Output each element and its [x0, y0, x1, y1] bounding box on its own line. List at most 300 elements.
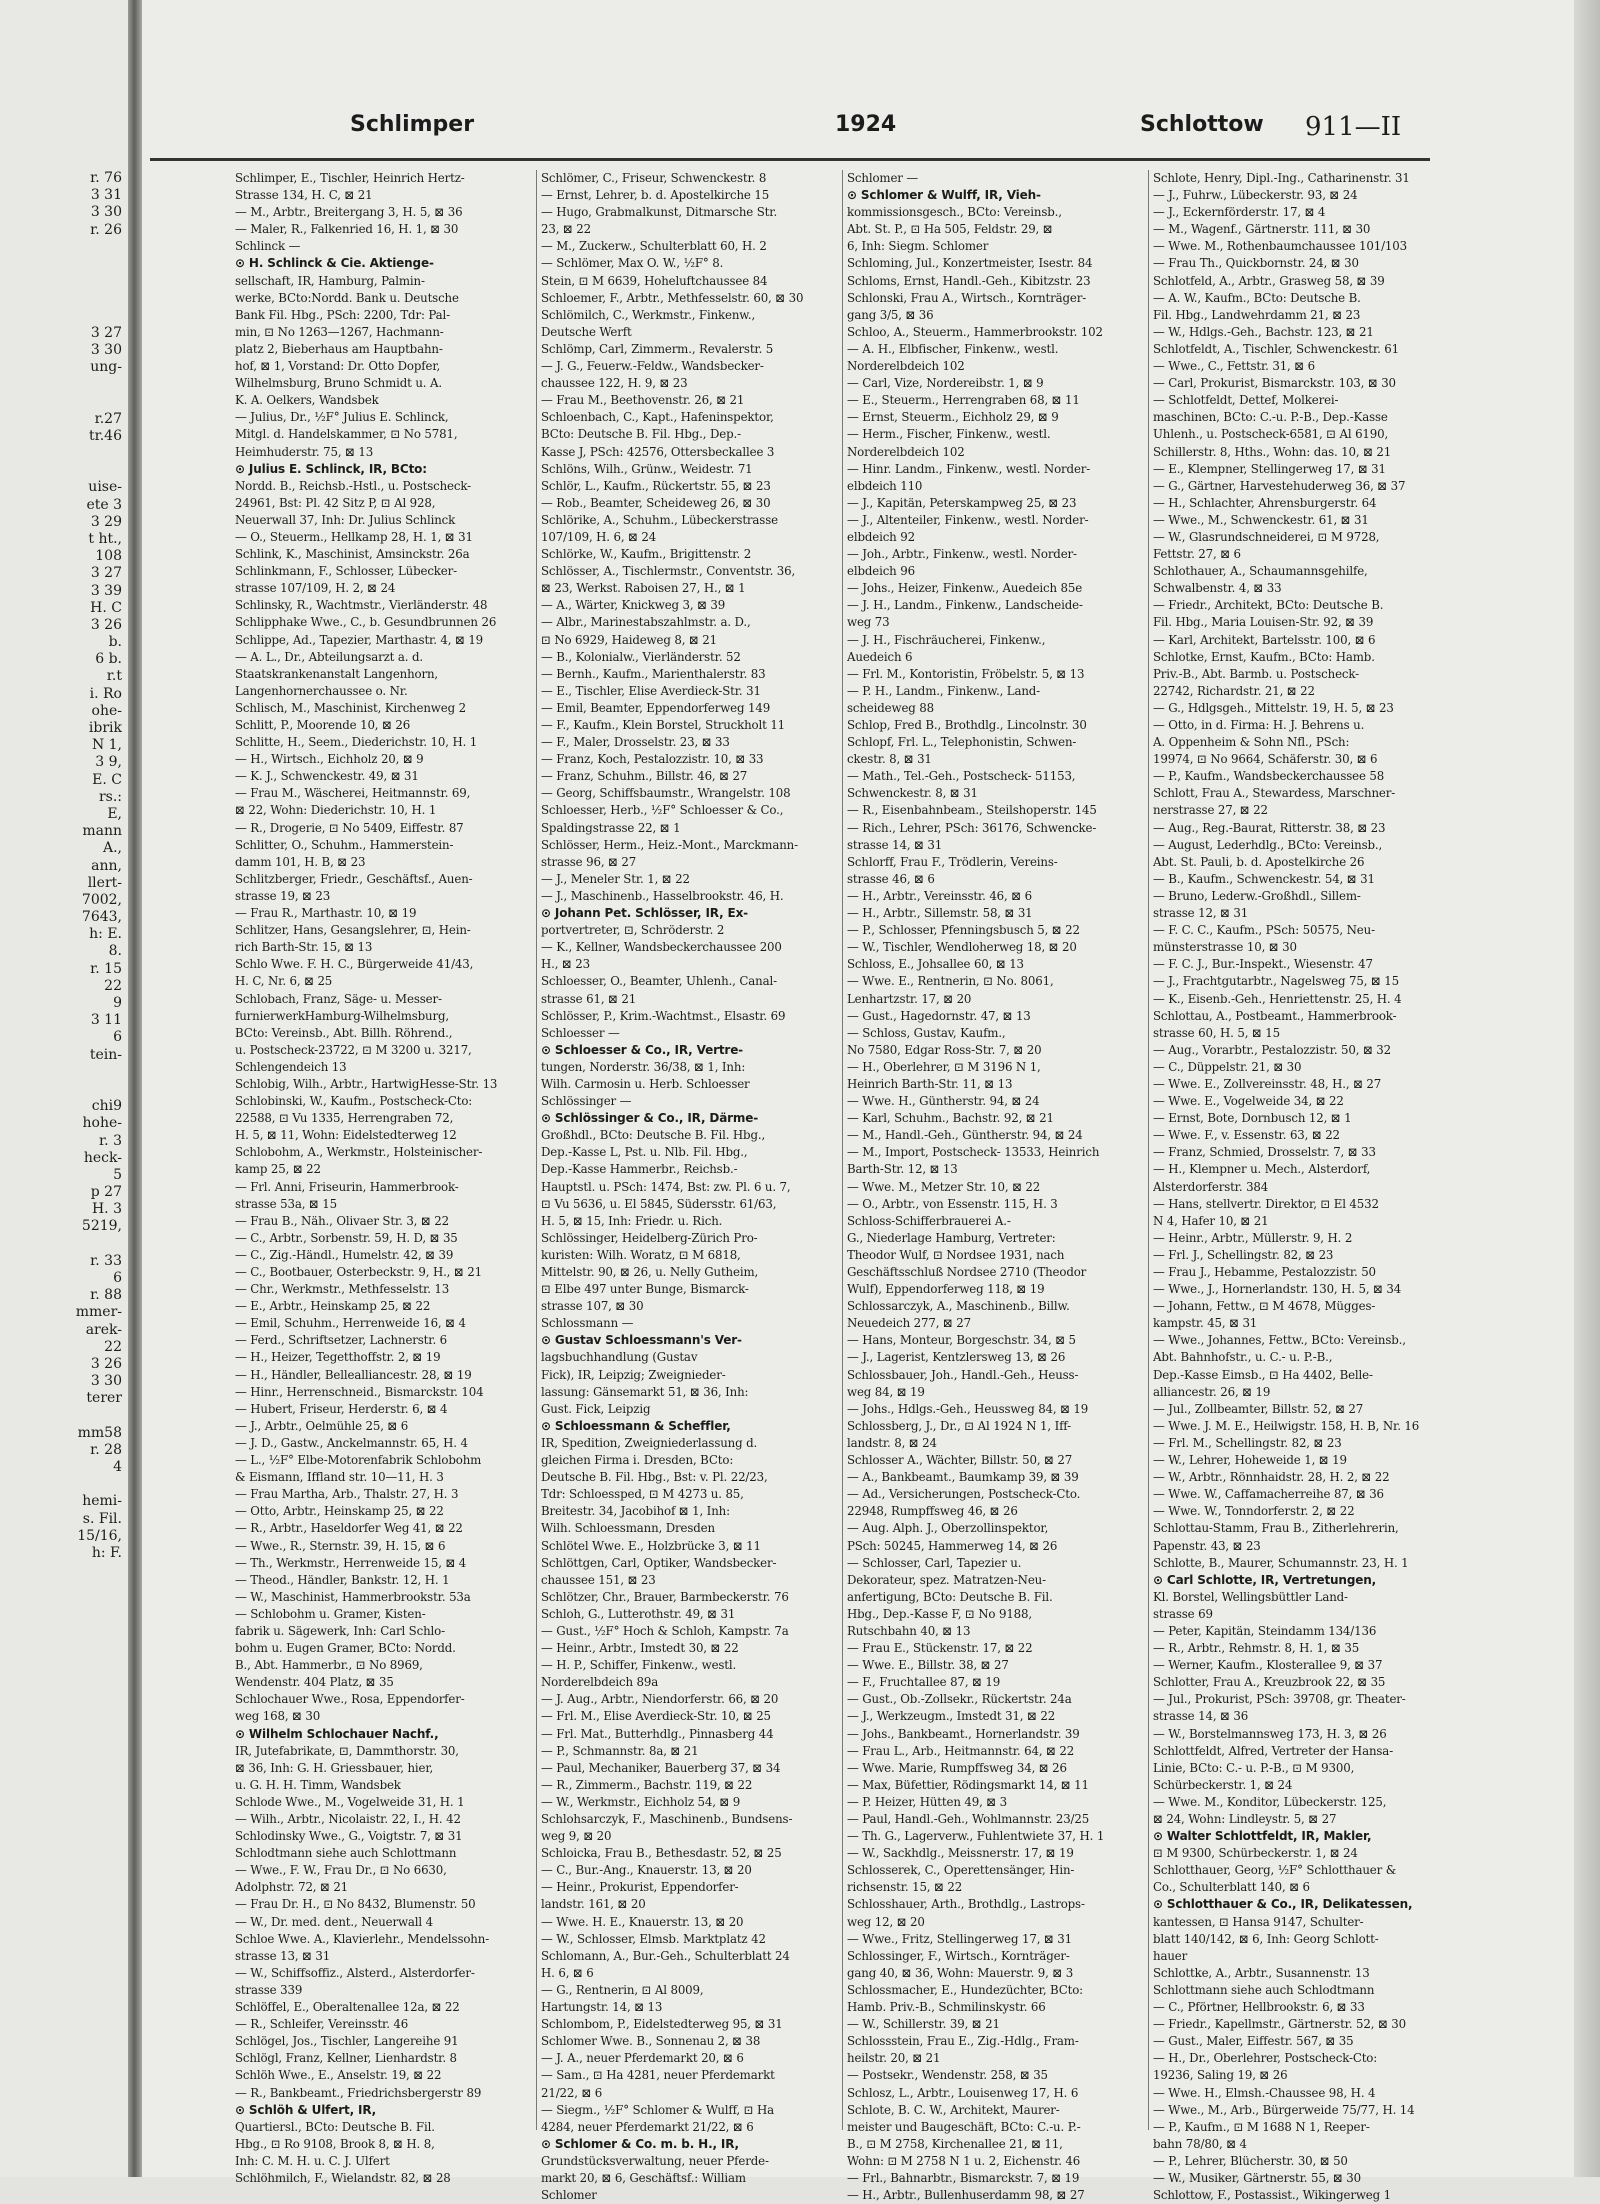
previous-page-fragment [52, 1081, 122, 1098]
directory-entry-line: — Ad., Versicherungen, Postscheck-Cto. [847, 1487, 1081, 1502]
directory-entry-line: — Wwe., C., Fettstr. 31, ⊠ 6 [1153, 359, 1315, 374]
directory-entry-line: — Wwe. H., Güntherstr. 94, ⊠ 24 [847, 1094, 1040, 1109]
directory-entry-line: — P., Schmannstr. 8a, ⊠ 21 [541, 1743, 699, 1758]
directory-entry-line: Schlössinger — [541, 1094, 632, 1109]
directory-entry-line: Schürbeckerstr. 1, ⊠ 24 [1153, 1777, 1293, 1792]
directory-entry-line: — B., Kaufm., Schwenckestr. 54, ⊠ 31 [1153, 871, 1375, 886]
directory-entry-line: Hamb. Priv.-B., Schmilinskystr. 66 [847, 2000, 1046, 2015]
directory-entry-line: — Hubert, Friseur, Herderstr. 6, ⊠ 4 [235, 1401, 448, 1416]
directory-entry-line: strasse 46, ⊠ 6 [847, 871, 935, 886]
directory-entry-line: Schlo Wwe. F. H. C., Bürgerweide 41/43, [235, 957, 474, 972]
directory-entry-line: — Ferd., Schriftsetzer, Lachnerstr. 6 [235, 1333, 448, 1348]
directory-entry-line: Abt. St. P., ⊡ Ha 505, Feldstr. 29, ⊠ [847, 222, 1053, 237]
directory-entry-line: — Herm., Fischer, Finkenw., westl. [847, 427, 1051, 442]
directory-entry-line: — Albr., Marinestabszahlmstr. a. D., [541, 615, 751, 630]
directory-entry-line: — Ernst, Bote, Dornbusch 12, ⊠ 1 [1153, 1111, 1352, 1126]
directory-entry-line: — Frau E., Stückenstr. 17, ⊠ 22 [847, 1641, 1033, 1656]
directory-entry-line: scheideweg 88 [847, 700, 934, 715]
directory-entry-line: — J., Altenteiler, Finkenw., westl. Norder- [847, 512, 1089, 527]
directory-entry-line: Schloe Wwe. A., Klavierlehr., Mendelssohn- [235, 1931, 490, 1946]
directory-entry-line: ⊠ 24, Wohn: Lindleystr. 5, ⊠ 27 [1153, 1812, 1337, 1826]
directory-entry-line: strasse 14, ⊠ 31 [847, 837, 943, 852]
directory-entry-line: Schlomer Wwe. B., Sonnenau 2, ⊠ 38 [541, 2034, 761, 2049]
directory-entry-line: Barth-Str. 12, ⊠ 13 [847, 1162, 958, 1177]
directory-entry-line: Wilhelmsburg, Bruno Schmidt u. A. [235, 376, 442, 391]
directory-entry-line: weg 12, ⊠ 20 [847, 1914, 925, 1929]
directory-entry-line: blatt 140/142, ⊠ 6, Inh: Georg Schlott- [1153, 1931, 1379, 1946]
directory-entry-line: — W., Schiffsoffiz., Alsterd., Alsterdorfer- [235, 1965, 475, 1980]
directory-entry-line: — K., Kellner, Wandsbeckerchaussee 200 [541, 940, 782, 955]
directory-entry-line: Abt. St. Pauli, b. d. Apostelkirche 26 [1153, 854, 1365, 869]
directory-entry-line: Schlinck — [235, 239, 301, 254]
directory-entry-line: — Wwe., J., Hornerlandstr. 130, H. 5, ⊠ 34 [1153, 1282, 1402, 1297]
directory-entry-line: ⊙ Julius E. Schlinck, IR, BCto: [235, 461, 427, 476]
directory-entry-line: Wilh. Schloessmann, Dresden [541, 1521, 715, 1536]
directory-entry-line: — W., Tischler, Wendloherweg 18, ⊠ 20 [847, 940, 1077, 955]
header-first-entry: Schlimper [350, 112, 475, 137]
previous-page-fragment: mmer- [75, 1304, 122, 1321]
directory-entry-line: nerstrasse 27, ⊠ 22 [1153, 803, 1268, 818]
directory-entry-line: gleichen Firma i. Dresden, BCto: [541, 1453, 734, 1468]
directory-entry-line: Schlochauer Wwe., Rosa, Eppendorfer- [235, 1692, 465, 1707]
directory-entry-line: — Carl, Vize, Nordereibstr. 1, ⊠ 9 [847, 376, 1044, 391]
directory-entry-line: — J., Fuhrw., Lübeckerstr. 93, ⊠ 24 [1153, 188, 1358, 203]
directory-entry-line: H. 5, ⊠ 11, Wohn: Eidelstedterweg 12 [235, 1128, 457, 1143]
directory-entry-line: — Wwe., R., Sternstr. 39, H. 15, ⊠ 6 [235, 1538, 446, 1553]
directory-entry-line: — Gust., ½F° Hoch & Schloh, Kampstr. 7a [541, 1623, 789, 1638]
directory-entry-line: — Th., Werkmstr., Herrenweide 15, ⊠ 4 [235, 1555, 467, 1570]
directory-entry-line: — R., Schleifer, Vereinsstr. 46 [235, 2017, 409, 2032]
directory-entry-line: — J., Arbtr., Oelmühle 25, ⊠ 6 [235, 1418, 409, 1433]
directory-entry-line: rich Barth-Str. 15, ⊠ 13 [235, 940, 373, 955]
directory-entry-line: u. G. H. H. Timm, Wandsbek [235, 1777, 401, 1792]
directory-entry-line: — M., Handl.-Geh., Güntherstr. 94, ⊠ 24 [847, 1128, 1083, 1143]
directory-entry-line: furnierwerkHamburg-Wilhelmsburg, [235, 1008, 449, 1023]
directory-entry-line: — Wwe., Johannes, Fettw., BCto: Vereinsb., [1153, 1333, 1406, 1348]
directory-entry-line: — Frau L., Arb., Heitmannstr. 64, ⊠ 22 [847, 1743, 1075, 1758]
previous-page-fragment: r. 88 [90, 1287, 122, 1304]
directory-entry-line: Schloming, Jul., Konzertmeister, Isestr. 84 [847, 256, 1093, 271]
directory-entry-line: — Wilh., Arbtr., Nicolaistr. 22, I., H. 42 [235, 1812, 461, 1826]
directory-entry-line: — F., Kaufm., Klein Borstel, Struckholt 11 [541, 718, 786, 732]
directory-entry-line: — Rich., Lehrer, PSch: 36176, Schwencke- [847, 820, 1097, 835]
directory-entry-line: Norderelbdeich 89a [541, 1675, 659, 1690]
directory-entry-line: Fil. Hbg., Maria Louisen-Str. 92, ⊠ 39 [1153, 615, 1374, 630]
directory-entry-line: — H., Heizer, Tegetthoffstr. 2, ⊠ 19 [235, 1350, 441, 1365]
previous-page-fragment: r.t [106, 668, 122, 685]
directory-entry-line: Fick), IR, Leipzig; Zweignieder- [541, 1367, 726, 1382]
previous-page-fragment: ung- [90, 359, 122, 376]
previous-page-fragment [52, 462, 122, 479]
directory-entry-line: — Hinr., Herrenschneid., Bismarckstr. 104 [235, 1384, 484, 1399]
directory-entry-line: — A., Bankbeamt., Baumkamp 39, ⊠ 39 [847, 1470, 1079, 1485]
directory-entry-line: — M., Arbtr., Breitergang 3, H. 5, ⊠ 36 [235, 205, 463, 220]
directory-entry-line: — A. H., Elbfischer, Finkenw., westl. [847, 341, 1059, 356]
directory-entry-line: — W., Lehrer, Hoheweide 1, ⊠ 19 [1153, 1453, 1347, 1468]
previous-page-fragment [52, 1236, 122, 1253]
directory-entry-line: Rutschbahn 40, ⊠ 13 [847, 1623, 971, 1638]
previous-page-fragment: chi9 [91, 1098, 122, 1115]
directory-entry-line: markt 20, ⊠ 6, Geschäftsf.: William [541, 2170, 746, 2185]
directory-entry-line: Spaldingstrasse 22, ⊠ 1 [541, 820, 681, 835]
directory-entry-line: — P. H., Landm., Finkenw., Land- [847, 683, 1041, 698]
previous-page-fragment: 3 26 [90, 616, 122, 633]
previous-page-fragment [52, 256, 122, 273]
previous-page-fragment: h: E. [89, 926, 122, 943]
directory-entry-line: strasse 53a, ⊠ 15 [235, 1196, 337, 1211]
directory-entry-line: — C., Zig.-Händl., Humelstr. 42, ⊠ 39 [235, 1247, 454, 1262]
directory-entry-line: — Paul, Handl.-Geh., Wohlmannstr. 23/25 [847, 1812, 1090, 1826]
directory-entry-line: — W., Borstelmannsweg 173, H. 3, ⊠ 26 [1153, 1726, 1387, 1741]
directory-entry-line: — M., Import, Postscheck- 13533, Heinrich [847, 1145, 1100, 1160]
directory-entry-line: — W., Werkmstr., Eichholz 54, ⊠ 9 [541, 1794, 741, 1809]
previous-page-fragment: 3 30 [90, 1373, 122, 1390]
directory-entry-line: Schlippe, Ad., Tapezier, Marthastr. 4, ⊠ 19 [235, 632, 484, 647]
directory-entry-line: Heinrich Barth-Str. 11, ⊠ 13 [847, 1076, 1013, 1091]
directory-entry-line: — Johs., Heizer, Finkenw., Auedeich 85e [847, 581, 1083, 596]
directory-entry-line: 107/109, H. 6, ⊠ 24 [541, 529, 657, 544]
previous-page-fragment: arek- [85, 1321, 122, 1338]
directory-entry-line: damm 101, H. B, ⊠ 23 [235, 854, 366, 869]
directory-entry-line: Langenhornerchaussee o. Nr. [235, 683, 408, 698]
directory-entry-line: Schillerstr. 8, Hths., Wohn: das. 10, ⊠ 21 [1153, 444, 1392, 459]
directory-entry-line: kampstr. 45, ⊠ 31 [1153, 1316, 1258, 1331]
previous-page-fragment [52, 290, 122, 307]
directory-entry-line: — Johs., Bankbeamt., Hornerlandstr. 39 [847, 1726, 1080, 1741]
directory-entry-line: Schlomann, A., Bur.-Geh., Schulterblatt 24 [541, 1948, 790, 1963]
directory-entry-line: 6, Inh: Siegm. Schlomer [847, 239, 989, 254]
directory-entry-line: Schlottow, F., Postassist., Wikingerweg 1 [1153, 2188, 1391, 2203]
directory-entry-line: — H., Arbtr., Sillemstr. 58, ⊠ 31 [847, 906, 1033, 921]
directory-entry-line: Großhdl., BCto: Deutsche B. Fil. Hbg., [541, 1128, 766, 1143]
directory-entry-line: — Bernh., Kaufm., Marienthalerstr. 83 [541, 666, 766, 681]
directory-entry-line: kommissionsgesch., BCto: Vereinsb., [847, 205, 1062, 220]
header-rule [150, 158, 1430, 161]
directory-entry-line: — F., Fruchtallee 87, ⊠ 19 [847, 1675, 1001, 1690]
directory-entry-line: — F., Maler, Drosselstr. 23, ⊠ 33 [541, 735, 730, 750]
directory-entry-line: — W., Schillerstr. 39, ⊠ 21 [847, 2017, 1000, 2032]
directory-entry-line: — Frl., Bahnarbtr., Bismarckstr. 7, ⊠ 19 [847, 2170, 1080, 2185]
previous-page-fragment: 3 39 [90, 582, 122, 599]
directory-entry-line: PSch: 50245, Hammerweg 14, ⊠ 26 [847, 1538, 1058, 1553]
previous-page-fragment: r. 76 [90, 170, 122, 186]
directory-entry-line: ⊙ Gustav Schloessmann's Ver- [541, 1333, 742, 1348]
directory-entry-line: Co., Schulterblatt 140, ⊠ 6 [1153, 1880, 1310, 1895]
directory-entry-line: — Georg, Schiffsbaumstr., Wrangelstr. 108 [541, 786, 791, 801]
directory-entry-line: — Frau B., Näh., Olivaer Str. 3, ⊠ 22 [235, 1213, 449, 1228]
directory-entry-line: — Wwe. E., Vogelweide 34, ⊠ 22 [1153, 1094, 1344, 1109]
directory-entry-line: Schlengendeich 13 [235, 1059, 347, 1074]
directory-entry-line: Schloss-Schifferbrauerei A.- [847, 1213, 1011, 1228]
directory-entry-line: Schlinsky, R., Wachtmstr., Vierländerstr. 48 [235, 598, 488, 613]
directory-entry-line: — Friedr., Architekt, BCto: Deutsche B. [1153, 598, 1384, 613]
previous-page-fragment [52, 239, 122, 256]
directory-entry-line: Stein, ⊡ M 6639, Hoheluftchaussee 84 [541, 273, 768, 288]
directory-entry-line: Gust. Fick, Leipzig [541, 1401, 651, 1416]
directory-entry-line: chaussee 122, H. 9, ⊠ 23 [541, 376, 688, 391]
directory-entry-line: — Paul, Mechaniker, Bauerberg 37, ⊠ 34 [541, 1760, 781, 1775]
directory-entry-line: richsenstr. 15, ⊠ 22 [847, 1880, 963, 1895]
directory-entry-line: gang 3/5, ⊠ 36 [847, 307, 934, 322]
directory-entry-line: — Theod., Händler, Bankstr. 12, H. 1 [235, 1572, 450, 1587]
previous-page-fragment [52, 393, 122, 410]
directory-entry-line: kamp 25, ⊠ 22 [235, 1162, 321, 1177]
directory-entry-line: Schlopf, Frl. L., Telephonistin, Schwen- [847, 735, 1077, 750]
previous-page-fragment: 3 27 [90, 324, 122, 341]
directory-entry-line: Schlosz, L., Arbtr., Louisenweg 17, H. 6 [847, 2085, 1079, 2100]
directory-entry-line: kuristen: Wilh. Woratz, ⊡ M 6818, [541, 1247, 741, 1262]
directory-entry-line: Schloms, Ernst, Handl.-Geh., Kibitzstr. 23 [847, 273, 1091, 288]
directory-entry-line: Schlotthauer, Georg, ½F° Schlotthauer & [1153, 1863, 1397, 1878]
directory-entry-line: ⊡ No 6929, Haideweg 8, ⊠ 21 [541, 632, 717, 647]
directory-entry-line: — A. L., Dr., Abteilungsarzt a. d. [235, 649, 423, 664]
previous-page-fragment: ibrik [88, 720, 122, 736]
directory-entry-line: — Wwe. H., Elmsh.-Chaussee 98, H. 4 [1153, 2085, 1376, 2100]
previous-page-fragment [52, 376, 122, 393]
directory-entry-line: Schloemer, F., Arbtr., Methfesselstr. 60, ⊠ 30 [541, 290, 804, 305]
page-number: 911—II [1305, 112, 1402, 142]
directory-entry-line: Schlottau, A., Postbeamt., Hammerbrook- [1153, 1008, 1397, 1023]
directory-entry-line: tungen, Norderstr. 36/38, ⊠ 1, Inh: [541, 1059, 746, 1074]
directory-entry-line: — Aug., Vorarbtr., Pestalozzistr. 50, ⊠ 32 [1153, 1042, 1391, 1057]
directory-entry-line: — B., Kolonialw., Vierländerstr. 52 [541, 649, 741, 664]
previous-page-fragment: r. 3 [99, 1132, 122, 1149]
directory-entry-line: — C., Arbtr., Sorbenstr. 59, H. D, ⊠ 35 [235, 1230, 458, 1245]
directory-entry-line: — H., Klempner u. Mech., Alsterdorf, [1153, 1162, 1371, 1177]
directory-entry-line: Schlott, Frau A., Stewardess, Marschner- [1153, 786, 1396, 801]
previous-page-fragment: mm58 [77, 1424, 122, 1441]
directory-entry-line: — H., Oberlehrer, ⊡ M 3196 N 1, [847, 1059, 1041, 1074]
previous-page-fragment: 22 [104, 1338, 122, 1355]
directory-entry-line: — Wwe. M., Konditor, Lübeckerstr. 125, [1153, 1794, 1387, 1809]
previous-page-fragment: A., [102, 840, 122, 857]
previous-page-fragment [52, 445, 122, 462]
directory-entry-line: ⊙ Schlössinger & Co., IR, Därme- [541, 1111, 759, 1126]
directory-entry-line: Neuedeich 277, ⊠ 27 [847, 1316, 971, 1331]
directory-entry-line: — C., Bootbauer, Osterbeckstr. 9, H., ⊠ 21 [235, 1265, 482, 1279]
directory-entry-line: Norderelbdeich 102 [847, 444, 965, 459]
previous-page-fragment: 5219, [81, 1218, 122, 1235]
column-divider [842, 170, 843, 2130]
directory-entry-line: Schlitzer, Hans, Gesangslehrer, ⊡, Hein- [235, 923, 471, 938]
directory-entry-line: — Franz, Schuhm., Billstr. 46, ⊠ 27 [541, 769, 748, 784]
directory-entry-line: & Eismann, Iffland str. 10—11, H. 3 [235, 1470, 444, 1485]
previous-page-fragment [52, 1476, 122, 1493]
directory-entry-line: Uhlenh., u. Postscheck-6581, ⊡ Al 6190, [1153, 427, 1389, 442]
directory-entry-line: — E., Klempner, Stellingerweg 17, ⊠ 31 [1153, 461, 1386, 476]
directory-entry-line: — Frl. M., Kontoristin, Fröbelstr. 5, ⊠ 13 [847, 666, 1085, 681]
directory-entry-line: — W., Hdlgs.-Geh., Bachstr. 123, ⊠ 21 [1153, 324, 1374, 339]
directory-entry-line: — C., Bur.-Ang., Knauerstr. 13, ⊠ 20 [541, 1863, 752, 1878]
directory-entry-line: chaussee 151, ⊠ 23 [541, 1572, 656, 1587]
previous-page-fragment: llert- [87, 874, 122, 891]
directory-entry-line: Schlosser A., Wächter, Billstr. 50, ⊠ 27 [847, 1453, 1073, 1468]
directory-entry-line: — A., Wärter, Knickweg 3, ⊠ 39 [541, 598, 726, 613]
directory-entry-line: elbdeich 96 [847, 564, 915, 579]
directory-entry-line: Lenhartzstr. 17, ⊠ 20 [847, 991, 972, 1006]
directory-entry-line: alliancestr. 26, ⊠ 19 [1153, 1384, 1271, 1399]
directory-entry-line: — J., Kapitän, Peterskampweg 25, ⊠ 23 [847, 495, 1077, 510]
directory-entry-line: — W., Schlosser, Elmsb. Marktplatz 42 [541, 1931, 766, 1946]
previous-page-fragment: 3 11 [90, 1012, 122, 1029]
directory-entry-line: Schloesser, O., Beamter, Uhlenh., Canal- [541, 974, 777, 989]
directory-entry-line: — Th. G., Lagerverw., Fuhlentwiete 37, H. 1 [847, 1829, 1105, 1844]
directory-entry-line: platz 2, Bieberhaus am Hauptbahn- [235, 341, 443, 356]
previous-page-fragment: tein- [89, 1046, 122, 1063]
directory-entry-line: strasse 339 [235, 1982, 303, 1997]
directory-entry-line: Priv.-B., Abt. Barmb. u. Postscheck- [1153, 666, 1359, 681]
previous-page-fragment: s. Fil. [82, 1510, 122, 1527]
directory-entry-line: Schlonski, Frau A., Wirtsch., Kornträger- [847, 290, 1087, 305]
directory-entry-line: Schlisch, M., Maschinist, Kirchenweg 2 [235, 700, 466, 715]
directory-entry-line: Schlipphake Wwe., C., b. Gesundbrunnen 26 [235, 615, 497, 630]
directory-entry-line: Nordd. B., Reichsb.-Hstl., u. Postscheck- [235, 478, 471, 493]
directory-entry-line: — Frau M., Beethovenstr. 26, ⊠ 21 [541, 393, 745, 408]
directory-entry-line: A. Oppenheim & Sohn Nfl., PSch: [1153, 735, 1350, 750]
directory-entry-line: — Gust., Ob.-Zollsekr., Rückertstr. 24a [847, 1692, 1072, 1707]
directory-entry-line: ⊡ Elbe 497 unter Bunge, Bismarck- [541, 1282, 749, 1297]
previous-page-fragment: N 1, [91, 737, 122, 754]
directory-entry-line: G., Niederlage Hamburg, Vertreter: [847, 1230, 1056, 1245]
directory-entry-line: — H., Wirtsch., Eichholz 20, ⊠ 9 [235, 752, 424, 767]
directory-entry-line: werke, BCto:Nordd. Bank u. Deutsche [235, 290, 459, 305]
directory-entry-line: Schlohsarczyk, F., Maschinenb., Bundsens- [541, 1812, 793, 1826]
directory-entry-line: heilstr. 20, ⊠ 21 [847, 2051, 941, 2066]
directory-entry-line: Staatskrankenanstalt Langenhorn, [235, 666, 439, 681]
directory-entry-line: — H., Arbtr., Vereinsstr. 46, ⊠ 6 [847, 888, 1032, 903]
directory-entry-line: Schlomer — [847, 171, 919, 185]
directory-entry-line: strasse 19, ⊠ 23 [235, 888, 331, 903]
directory-entry-line: ⊙ Johann Pet. Schlösser, IR, Ex- [541, 906, 749, 921]
directory-entry-line: — F. C. C., Kaufm., PSch: 50575, Neu- [1153, 923, 1375, 938]
directory-entry-line: ⊙ H. Schlinck & Cie. Aktienge- [235, 256, 434, 271]
directory-entry-line: Dep.-Kasse L, Pst. u. Nlb. Fil. Hbg., [541, 1145, 748, 1160]
directory-entry-line: Heimhuderstr. 75, ⊠ 13 [235, 444, 374, 459]
previous-page-fragment: 8. [108, 943, 122, 960]
directory-entry-line: ⊡ M 9300, Schürbeckerstr. 1, ⊠ 24 [1153, 1846, 1358, 1861]
directory-entry-line: Linie, BCto: C.- u. P.-B., ⊡ M 9300, [1153, 1760, 1355, 1775]
previous-page-fragment: 5 [113, 1166, 122, 1183]
directory-entry-line: strasse 13, ⊠ 31 [235, 1948, 331, 1963]
directory-entry-line: — Gust., Hagedornstr. 47, ⊠ 13 [847, 1008, 1031, 1023]
directory-entry-line: Schloesser — [541, 1025, 620, 1040]
directory-entry-line: — Franz, Koch, Pestalozzistr. 10, ⊠ 33 [541, 752, 764, 767]
directory-entry-line: H. 6, ⊠ 6 [541, 1965, 594, 1980]
directory-entry-line: — Aug. Alph. J., Oberzollinspektor, [847, 1521, 1049, 1536]
previous-page-fragment: uise- [88, 479, 122, 496]
directory-entry-line: bahn 78/80, ⊠ 4 [1153, 2136, 1247, 2151]
directory-entry-line: — Schlobohm u. Gramer, Kisten- [235, 1606, 426, 1621]
directory-entry-line: — Otto, Arbtr., Heinskamp 25, ⊠ 22 [235, 1504, 444, 1519]
directory-entry-line: Schlote, B. C. W., Architekt, Maurer- [847, 2102, 1060, 2117]
directory-entry-line: — Wwe. E., Billstr. 38, ⊠ 27 [847, 1658, 1009, 1673]
directory-entry-line: landstr. 8, ⊠ 24 [847, 1435, 937, 1450]
previous-page-fragment: r. 26 [90, 221, 122, 238]
header-year: 1924 [835, 112, 897, 137]
directory-entry-line: — J., Frachtgutarbtr., Nagelsweg 75, ⊠ 15 [1153, 974, 1399, 989]
directory-entry-line: ⊡ Vu 5636, u. El 5845, Südersstr. 61/63, [541, 1196, 777, 1211]
header-last-entry: Schlottow [1140, 112, 1264, 137]
directory-entry-line: — Schlotfeldt, Dettef, Molkerei- [1153, 393, 1339, 408]
directory-entry-line: 19974, ⊡ No 9664, Schäferstr. 30, ⊠ 6 [1153, 752, 1378, 767]
directory-entry-line: Schlotfeld, A., Arbtr., Grasweg 58, ⊠ 39 [1153, 273, 1385, 288]
directory-entry-line: Fil. Hbg., Landwehrdamm 21, ⊠ 23 [1153, 307, 1361, 322]
directory-entry-line: — Hans, stellvertr. Direktor, ⊡ El 4532 [1153, 1196, 1379, 1211]
directory-entry-line: 22742, Richardstr. 21, ⊠ 22 [1153, 683, 1315, 698]
directory-entry-line: Schlottfeldt, Alfred, Vertreter der Hansa- [1153, 1743, 1394, 1758]
directory-entry-line: — H., Arbtr., Bullenhuserdamm 98, ⊠ 27 [847, 2188, 1085, 2203]
directory-entry-line: portvertreter, ⊡, Schröderstr. 2 [541, 923, 725, 938]
directory-entry-line: Schloicka, Frau B., Bethesdastr. 52, ⊠ 25 [541, 1846, 782, 1861]
directory-entry-line: — Joh., Arbtr., Finkenw., westl. Norder- [847, 547, 1077, 562]
directory-entry-line: Schlitzberger, Friedr., Geschäftsf., Auen- [235, 871, 473, 886]
directory-entry-line: Wulf), Eppendorferweg 118, ⊠ 19 [847, 1282, 1045, 1297]
previous-page-fragment: 3 26 [90, 1355, 122, 1372]
directory-entry-line: — J. G., Feuerw.-Feldw., Wandsbecker- [541, 359, 764, 374]
directory-entry-line: — J., Lagerist, Kentzlersweg 13, ⊠ 26 [847, 1350, 1066, 1365]
directory-entry-line: Schlotke, Ernst, Kaufm., BCto: Hamb. [1153, 649, 1375, 664]
directory-entry-line: — Frl. Anni, Friseurin, Hammerbrook- [235, 1179, 459, 1194]
directory-entry-line: Schlossstein, Frau E., Zig.-Hdlg., Fram- [847, 2034, 1079, 2049]
previous-page-fragment: hohe- [82, 1115, 122, 1132]
column-divider [536, 170, 537, 2130]
directory-entry-line: münsterstrasse 10, ⊠ 30 [1153, 940, 1297, 955]
directory-entry-line: Alsterdorferstr. 384 [1153, 1179, 1269, 1194]
directory-entry-line: Tdr: Schloessped, ⊡ M 4273 u. 85, [541, 1487, 744, 1502]
directory-entry-line: — J., Werkzeugm., Imstedt 31, ⊠ 22 [847, 1709, 1056, 1724]
directory-entry-line: Schlossarczyk, A., Maschinenb., Billw. [847, 1299, 1070, 1314]
previous-page-fragment: t ht., [88, 530, 122, 547]
directory-entry-line: H., ⊠ 23 [541, 957, 590, 972]
directory-entry-line: lassung: Gänsemarkt 51, ⊠ 36, Inh: [541, 1384, 749, 1399]
previous-page-fragment: r. 28 [90, 1441, 122, 1458]
directory-entry-line: ⊙ Schloessmann & Scheffler, [541, 1418, 731, 1433]
directory-entry-line: 23, ⊠ 22 [541, 222, 591, 237]
directory-entry-line: maschinen, BCto: C.-u. P.-B., Dep.-Kasse [1153, 410, 1388, 425]
directory-entry-line: — Wwe. W., Caffamacherreihe 87, ⊠ 36 [1153, 1487, 1384, 1502]
directory-entry-line: — P., Kaufm., Wandsbeckerchaussee 58 [1153, 769, 1385, 784]
directory-entry-line: Schlötzer, Chr., Brauer, Barmbeckerstr. 76 [541, 1589, 789, 1604]
directory-entry-line: — W., Sackhdlg., Meissnerstr. 17, ⊠ 19 [847, 1846, 1074, 1861]
directory-entry-line: — P., Lehrer, Blücherstr. 30, ⊠ 50 [1153, 2153, 1348, 2168]
directory-entry-line: — Wwe., M., Schwenckestr. 61, ⊠ 31 [1153, 512, 1369, 527]
directory-entry-line: ⊙ Schlotthauer & Co., IR, Delikatessen, [1153, 1897, 1413, 1912]
directory-entry-line: — W., Maschinist, Hammerbrookstr. 53a [235, 1589, 471, 1604]
directory-entry-line: Schwenckestr. 8, ⊠ 31 [847, 786, 978, 801]
directory-entry-line: min, ⊡ No 1263—1267, Hachmann- [235, 324, 444, 339]
directory-entry-line: — Wwe. M., Metzer Str. 10, ⊠ 22 [847, 1179, 1041, 1194]
directory-entry-line: Grundstücksverwaltung, neuer Pferde- [541, 2153, 769, 2168]
directory-entry-line: — H., Dr., Oberlehrer, Postscheck-Cto: [1153, 2051, 1378, 2066]
directory-entry-line: Schlottmann siehe auch Schlodtmann [1153, 1982, 1375, 1997]
directory-entry-line: Hbg., ⊡ Ro 9108, Brook 8, ⊠ H. 8, [235, 2136, 435, 2151]
directory-entry-line: strasse 12, ⊠ 31 [1153, 906, 1249, 921]
directory-entry-line: — Sam., ⊡ Ha 4281, neuer Pferdemarkt [541, 2068, 775, 2083]
directory-entry-line: strasse 60, H. 5, ⊠ 15 [1153, 1025, 1280, 1040]
previous-page-fragment: ete 3 [86, 496, 122, 513]
directory-entry-line: ⊙ Schlomer & Wulff, IR, Vieh- [847, 188, 1041, 203]
directory-entry-line: — W., Musiker, Gärtnerstr. 55, ⊠ 30 [1153, 2170, 1361, 2185]
directory-entry-line: Schlotte, B., Maurer, Schumannstr. 23, H. 1 [1153, 1555, 1409, 1570]
directory-entry-line: lagsbuchhandlung (Gustav [541, 1350, 698, 1365]
directory-entry-line: Schlömp, Carl, Zimmerm., Revalerstr. 5 [541, 341, 774, 356]
previous-page-fragment: terer [86, 1390, 122, 1407]
directory-entry-line: Neuerwall 37, Inh: Dr. Julius Schlinck [235, 512, 456, 527]
directory-entry-line: — Wwe. E., Zollvereinsstr. 48, H., ⊠ 27 [1153, 1076, 1382, 1091]
directory-entry-line: Dekorateur, spez. Matratzen-Neu- [847, 1572, 1046, 1587]
directory-entry-line: — W., Dr. med. dent., Neuerwall 4 [235, 1914, 434, 1929]
directory-entry-line: strasse 61, ⊠ 21 [541, 991, 637, 1006]
